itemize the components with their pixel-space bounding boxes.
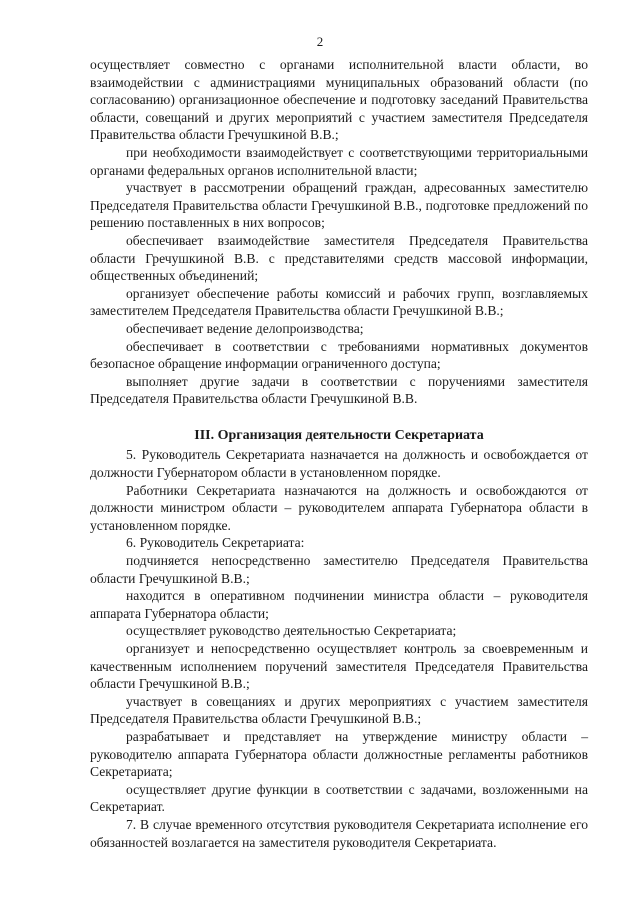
- paragraph: организует и непосредственно осуществляет контроль за своевременным и качественным исполнением поручений заместителя Председателя Правительства области Гречушкиной В.В.;: [90, 641, 588, 692]
- paragraph: осуществляет руководство деятельностью Секретариата;: [126, 623, 457, 639]
- paragraph: находится в оперативном подчинении министра области – руководителя аппарата Губернатора области;: [90, 588, 588, 621]
- paragraph: 6. Руководитель Секретариата:: [126, 535, 305, 551]
- paragraph: обеспечивает ведение делопроизводства;: [126, 320, 364, 336]
- paragraph: организует обеспечение работы комиссий и рабочих групп, возглавляемых заместителем Председателя Правительства области Гречушкиной В.В.;: [90, 285, 588, 319]
- paragraph: осуществляет другие функции в соответствии с задачами, возложенными на Секретариат.: [90, 781, 588, 815]
- paragraph: выполняет другие задачи в соответствии с поручениями заместителя Председателя Правительства области Гречушкиной В.В.: [90, 373, 588, 407]
- paragraph: обеспечивает взаимодействие заместителя Председателя Правительства области Гречушкиной В.В. с представителями средств массовой информации, общественных объединений;: [90, 232, 588, 284]
- paragraph: разрабатывает и представляет на утверждение министру области – руководителю аппарата Губернатора области должностные регламенты работников Секретариата;: [90, 728, 588, 780]
- paragraph: подчиняется непосредственно заместителю Председателя Правительства области Гречушкиной В.В.;: [90, 553, 588, 586]
- section-heading: III. Организация деятельности Секретариата: [194, 427, 484, 443]
- paragraph: 7. В случае временного отсутствия руководителя Секретариата исполнение его обязанностей возлагается на заместителя руководителя Секретариата.: [90, 816, 588, 850]
- document-body: [90, 56, 588, 851]
- paragraph: при необходимости взаимодействует с соответствующими территориальными органами федеральных органов исполнительной власти;: [90, 144, 588, 178]
- page-number: 2: [316, 34, 324, 49]
- paragraph: осуществляет совместно с органами исполнительной власти области, во взаимодействии с администрациями муниципальных образований области (по согласованию) организационное обеспечение и подготовку заседаний Правительства области, совещаний и других мероприятий с участием заместителя Председателя Правительства области Гречушкиной В.В.;: [90, 57, 588, 143]
- paragraph: Работники Секретариата назначаются на должность и освобождаются от должности министром области – руководителем аппарата Губернатора области в установленном порядке.: [90, 482, 588, 533]
- paragraph: участвует в рассмотрении обращений граждан, адресованных заместителю Председателя Правительства области Гречушкиной В.В., подготовке предложений по решению поставленных в них вопросов;: [90, 180, 588, 231]
- paragraph: 5. Руководитель Секретариата назначается на должность и освобождается от должности Губернатором области в установленном порядке.: [90, 447, 588, 481]
- paragraph: участвует в совещаниях и других мероприятиях с участием заместителя Председателя Правительства области Гречушкиной В.В.;: [90, 693, 588, 727]
- paragraph: обеспечивает в соответствии с требованиями нормативных документов безопасное обращение информации ограниченного доступа;: [90, 338, 588, 372]
